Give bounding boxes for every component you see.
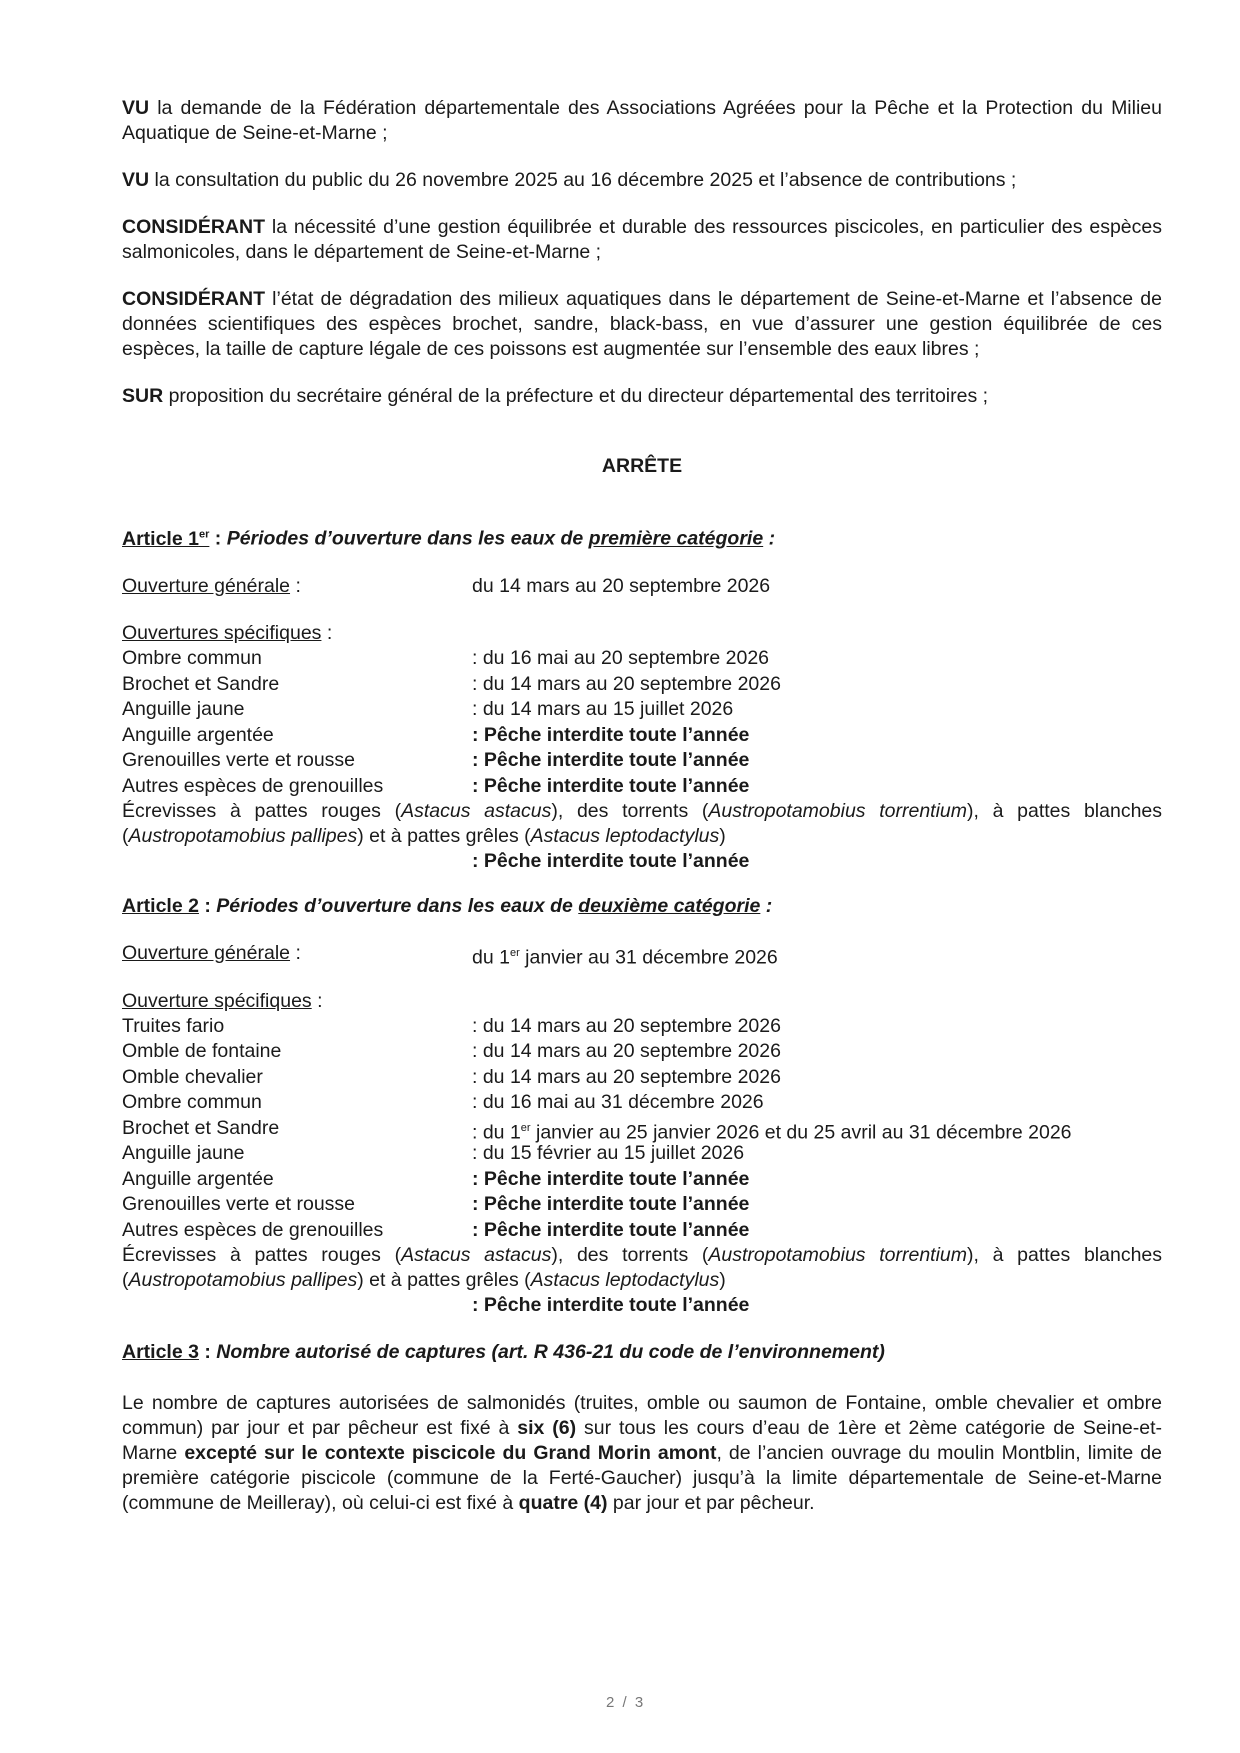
article-number: Article 1 [122, 527, 199, 550]
species-row [122, 646, 1162, 672]
species-period: : Pêche interdite toute l’année [472, 749, 750, 771]
text: sur tous les cours d’eau de 1ère et 2ème catégorie de Seine-et-Marne [122, 1417, 1163, 1464]
preamble-text: proposition du secrétaire général de la préfecture et du directeur départemental des territoires ; [163, 385, 989, 407]
species-row [122, 1090, 1162, 1116]
emphasis: quatre (4) [518, 1492, 608, 1514]
latin-name: Austropotamobius pallipes [128, 825, 358, 847]
article-3-heading [122, 1340, 1162, 1365]
species-period: : du 16 mai au 20 septembre 2026 [472, 647, 770, 669]
preamble-vu-request [122, 96, 1162, 146]
species-period: : du 16 mai au 31 décembre 2026 [472, 1091, 764, 1113]
species-row [122, 672, 1162, 698]
species-name: Autres espèces de grenouilles [122, 1218, 384, 1241]
species-row [122, 1039, 1162, 1065]
text: par jour et par pêcheur. [607, 1492, 815, 1514]
species-row [122, 1167, 1162, 1193]
colon: : [290, 942, 301, 964]
species-period: : du 14 mars au 20 septembre 2026 [472, 1065, 781, 1088]
document-page [122, 96, 1162, 1516]
species-period: : Pêche interdite toute l’année [472, 1193, 750, 1215]
species-name: Anguille jaune [122, 1142, 245, 1164]
species-period: : Pêche interdite toute l’année [472, 1167, 750, 1190]
species-row [122, 1218, 1162, 1244]
species-name: Truites fario [122, 1014, 225, 1037]
page-number: 2 / 3 [606, 1694, 646, 1711]
article-2-species-list [122, 1014, 1162, 1116]
general-opening-label [122, 574, 472, 600]
general-opening-label [122, 941, 472, 967]
text: ), des torrents ( [551, 800, 709, 822]
article-title-emphasis: deuxième catégorie [578, 895, 761, 917]
latin-name: Austropotamobius torrentium [708, 1244, 968, 1266]
colon: : [763, 527, 776, 550]
preamble-vu-consultation [122, 168, 1162, 193]
emphasis: six (6) [517, 1417, 577, 1439]
text: ) et à pattes grêles ( [357, 825, 531, 847]
lead-word: CONSIDÉRANT [122, 288, 266, 310]
colon: : [290, 574, 301, 597]
species-name: Brochet et Sandre [122, 1116, 280, 1139]
preamble-text: la nécessité d’une gestion équilibrée et durable des ressources piscicoles, en particulier des espèces salmonicoles, dans le département de Seine-et-Marne ; [122, 216, 1162, 263]
article-label: Article 3 [122, 1341, 199, 1363]
general-opening-row [122, 574, 1162, 600]
decision-title: ARRÊTE [601, 455, 683, 477]
species-period: : Pêche interdite toute l’année [472, 723, 750, 746]
article-3-body [122, 1391, 1162, 1516]
species-period: : du 14 mars au 20 septembre 2026 [472, 1014, 781, 1037]
species-row [122, 1065, 1162, 1091]
preamble-text: la demande de la Fédération départementale des Associations Agréées pour la Pêche et la Protection du Milieu Aquatique de Seine-et-Marne ; [122, 97, 1162, 144]
species-name: Anguille jaune [122, 698, 245, 720]
species-period: : du 14 mars au 20 septembre 2026 [472, 1040, 781, 1062]
article-1-species-list [122, 646, 1162, 799]
lead-word: SUR [122, 385, 164, 407]
species-row [122, 1116, 1162, 1142]
article-title: Périodes d’ouverture dans les eaux de [216, 895, 579, 917]
text: Écrevisses à pattes rouges ( [122, 800, 402, 822]
label-text: Ouverture spécifiques [122, 989, 312, 1012]
species-name: Omble chevalier [122, 1065, 263, 1088]
article-2-species-list-continued [122, 1141, 1162, 1243]
text: : du 1 [472, 1121, 521, 1143]
species-period: : Pêche interdite toute l’année [472, 1218, 750, 1241]
text: janvier au 25 janvier 2026 et du 25 avril au 31 décembre 2026 [530, 1121, 1072, 1143]
text: janvier au 31 décembre 2026 [519, 946, 778, 969]
article-label [122, 528, 209, 550]
species-name: Brochet et Sandre [122, 672, 280, 695]
species-name: Grenouilles verte et rousse [122, 1193, 356, 1215]
latin-name: Astacus astacus [401, 1244, 552, 1266]
general-opening-value [472, 941, 1162, 967]
text: ), des torrents ( [551, 1244, 709, 1266]
article-1-heading [122, 522, 1162, 552]
species-period: : du 15 février au 15 juillet 2026 [472, 1142, 745, 1164]
superscript: er [198, 528, 210, 540]
superscript: er [509, 947, 520, 959]
text: ), à pattes blanches ( [122, 1244, 1163, 1291]
colon: : [760, 895, 773, 917]
species-period [472, 1116, 1162, 1142]
text: du 1 [472, 946, 510, 969]
species-name: Autres espèces de grenouilles [122, 774, 384, 797]
colon: : [311, 989, 323, 1012]
article-2-heading [122, 894, 1162, 919]
lead-word: VU [122, 97, 150, 119]
article-title: Nombre autorisé de captures (art. R 436-21 du code de l’environnement) [216, 1341, 885, 1363]
preamble-text: l’état de dégradation des milieux aquatiques dans le département de Seine-et-Marne et l’absence de données scientifiques des espèces brochet, sandre, black-bass, en vue d’assurer une gestion équilibrée de ces espèces, la taille de capture légale de ces poissons est augmentée sur l’ensemble des eaux libres ; [122, 288, 1162, 360]
species-name: Omble de fontaine [122, 1040, 282, 1062]
text: , de l’ancien ouvrage du moulin Montblin, limite de première catégorie piscicole (commune de la Ferté-Gaucher) jusqu’à la limite départementale de Seine-et-Marne (commune de Meilleray), où celui-ci est fixé à [122, 1442, 1162, 1514]
emphasis: excepté sur le contexte piscicole du Grand Morin amont [184, 1442, 717, 1464]
species-period: : Pêche interdite toute l’année [472, 774, 750, 797]
superscript: er [520, 1121, 531, 1134]
species-name: Ombre commun [122, 647, 262, 669]
colon: : [321, 622, 333, 644]
article-title: Périodes d’ouverture dans les eaux de [226, 527, 589, 550]
colon: : [198, 895, 217, 917]
species-row [122, 748, 1162, 774]
latin-name: Astacus leptodactylus [530, 1269, 720, 1291]
crayfish-paragraph [122, 1243, 1162, 1293]
species-row [122, 1141, 1162, 1167]
species-row [122, 723, 1162, 749]
preamble-considerant-2 [122, 287, 1162, 362]
latin-name: Austropotamobius torrentium [708, 800, 968, 822]
species-name: Anguille argentée [122, 1167, 274, 1190]
label-text: Ouverture générale [122, 942, 291, 964]
general-opening-value: du 14 mars au 20 septembre 2026 [472, 574, 771, 597]
text: Le nombre de captures autorisées de salmonidés (truites, omble ou saumon de Fontaine, omble chevalier et ombre commun) par jour et par pêcheur est fixé à [122, 1392, 1162, 1439]
specific-openings-label [122, 621, 1162, 646]
species-row [122, 697, 1162, 723]
crayfish-value: : Pêche interdite toute l’année [472, 850, 750, 872]
species-row [122, 774, 1162, 800]
text: ) [719, 1269, 726, 1291]
colon: : [209, 527, 222, 550]
species-period: : du 14 mars au 15 juillet 2026 [472, 698, 734, 720]
preamble-text: la consultation du public du 26 novembre 2025 au 16 décembre 2025 et l’absence de contributions ; [149, 169, 1017, 191]
crayfish-value: : Pêche interdite toute l’année [472, 1294, 750, 1316]
text: Écrevisses à pattes rouges ( [122, 1244, 402, 1266]
species-row [122, 1192, 1162, 1218]
text: ) [719, 825, 726, 847]
text: ), à pattes blanches ( [122, 800, 1163, 847]
crayfish-paragraph [122, 799, 1162, 849]
latin-name: Austropotamobius pallipes [128, 1269, 358, 1291]
species-name: Grenouilles verte et rousse [122, 749, 356, 771]
preamble-sur [122, 384, 1162, 409]
text: ) et à pattes grêles ( [357, 1269, 531, 1291]
species-period: : du 14 mars au 20 septembre 2026 [472, 672, 781, 695]
specific-openings-label [122, 989, 1162, 1014]
article-label: Article 2 [122, 895, 199, 917]
latin-name: Astacus leptodactylus [530, 825, 720, 847]
species-row [122, 1014, 1162, 1040]
label-text: Ouverture générale [122, 574, 291, 597]
species-name: Anguille argentée [122, 723, 274, 746]
colon: : [198, 1341, 217, 1363]
lead-word: CONSIDÉRANT [122, 216, 266, 238]
article-title-emphasis: première catégorie [588, 527, 764, 550]
preamble-considerant-1 [122, 215, 1162, 265]
latin-name: Astacus astacus [401, 800, 552, 822]
general-opening-row [122, 941, 1162, 967]
species-name: Ombre commun [122, 1091, 262, 1113]
label-text: Ouvertures spécifiques [122, 622, 322, 644]
lead-word: VU [122, 169, 150, 191]
